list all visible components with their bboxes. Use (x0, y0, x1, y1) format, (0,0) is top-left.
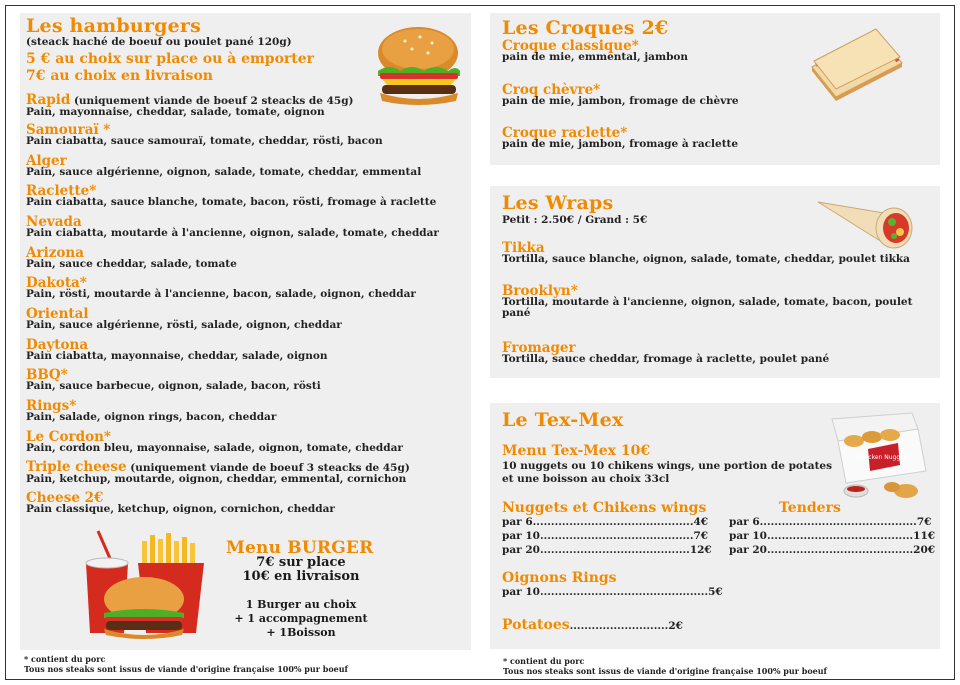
burger-item (26, 215, 456, 239)
burger-name: Le Cordon (26, 429, 104, 445)
wrap-name: Brooklyn (502, 283, 571, 299)
burger-desc: Pain ciabatta, sauce blanche, tomate, bacon, rösti, fromage à raclette (26, 196, 437, 208)
burger-item (26, 93, 456, 118)
menu-burger-price-delivery: 10€ en livraison (242, 569, 360, 584)
burger-desc: Pain, mayonnaise, cheddar, salade, tomate, oignon (26, 106, 325, 118)
burger-name: Daytona (26, 337, 89, 353)
wrap-name: Tikka (502, 240, 545, 256)
burger-item (26, 430, 456, 454)
tenders-price-row: par 20........................................20€ (729, 544, 936, 556)
croque-desc: pain de mie, jambon, fromage à raclette (502, 138, 739, 150)
burger-name: Dakota (26, 275, 80, 291)
burger-desc: Pain, cordon bleu, mayonnaise, salade, oignon, tomate, cheddar (26, 442, 403, 454)
menu-burger-content-1: 1 Burger au choix (245, 598, 357, 611)
wraps-sizes: Petit : 2.50€ / Grand : 5€ (502, 214, 648, 226)
wraps-title: Les Wraps (502, 192, 614, 214)
burger-desc: Pain ciabatta, sauce samouraï, tomate, cheddar, rösti, bacon (26, 135, 383, 147)
burger-name: Arizona (26, 245, 84, 261)
menu-burger-content-2: + 1 accompagnement (234, 612, 368, 625)
menu-burger-title: Menu BURGER (226, 538, 374, 558)
texmex-menu-title: Menu Tex-Mex 10€ (502, 443, 651, 459)
burger-name: Triple cheese (26, 459, 127, 475)
pork-star: * (79, 275, 87, 291)
pork-star: * (631, 38, 639, 54)
burger-name: Rapid (26, 92, 71, 108)
burger-desc: Pain, rösti, moutarde à l'ancienne, bacon, salade, oignon, cheddar (26, 288, 416, 300)
hamburgers-price-1: 5 € au choix sur place ou à emporter (26, 51, 315, 67)
rings-price-row: par 10..............................................5€ (502, 586, 723, 598)
burger-note: (uniquement viande de boeuf 3 steacks de 45g) (126, 462, 410, 474)
pork-star: * (69, 398, 77, 414)
burger-item (26, 307, 456, 331)
pork-star: * (60, 367, 68, 383)
burger-item (26, 399, 456, 423)
wraps-panel (490, 186, 940, 378)
croque-item (502, 126, 932, 150)
croque-name: Croque raclette (502, 125, 621, 141)
menu-burger-image (80, 523, 220, 643)
hamburgers-subtitle: (steack haché de boeuf ou poulet pané 120g) (26, 36, 292, 48)
tenders-price-row: par 6...........................................7€ (729, 516, 932, 528)
croque-name: Croq chèvre (502, 82, 594, 98)
croques-title: Les Croques 2€ (502, 17, 669, 39)
pork-star: * (593, 82, 601, 98)
croques-panel (490, 13, 940, 165)
pork-star: * (103, 429, 111, 445)
nuggets-price-row: par 10..........................................7€ (502, 530, 709, 542)
wrap-item (502, 341, 932, 365)
hamburgers-title: Les hamburgers (26, 15, 201, 37)
burger-name: Samouraï (26, 122, 99, 138)
burger-name: Cheese 2€ (26, 490, 104, 506)
burger-item (26, 184, 456, 208)
wrap-desc: Tortilla, sauce blanche, oignon, salade, tomate, cheddar, poulet tikka (502, 253, 910, 265)
burger-item (26, 491, 456, 515)
nuggets-price-row: par 6............................................4€ (502, 516, 709, 528)
nuggets-box-image (828, 411, 932, 503)
burger-desc: Pain, sauce algérienne, oignon, salade, tomate, cheddar, emmental (26, 166, 422, 178)
burger-desc: Pain, sauce algérienne, rösti, salade, oignon, cheddar (26, 319, 342, 331)
burger-name: Nevada (26, 214, 82, 230)
burger-desc: Pain ciabatta, mayonnaise, cheddar, salade, oignon (26, 350, 328, 362)
burger-name: Rings (26, 398, 70, 414)
burger-note: (uniquement viande de boeuf 2 steacks de 45g) (70, 95, 354, 107)
burger-item (26, 460, 456, 485)
texmex-panel (490, 403, 940, 649)
croque-desc: pain de mie, jambon, fromage de chèvre (502, 95, 739, 107)
wrap-desc: Tortilla, sauce cheddar, fromage à raclette, poulet pané (502, 353, 830, 365)
burger-item (26, 368, 456, 392)
menu-burger-content-3: + 1Boisson (266, 626, 336, 639)
burger-item (26, 154, 456, 178)
footnote-pork-left: * contient du porc (24, 654, 106, 664)
hamburgers-price-2: 7€ au choix en livraison (26, 68, 213, 84)
burger-name: Raclette (26, 183, 90, 199)
burger-desc: Pain, salade, oignon rings, bacon, cheddar (26, 411, 277, 423)
footnote-beef-right: Tous nos steaks sont issus de viande d'origine française 100% pur boeuf (503, 666, 827, 676)
potatoes-price: ...........................2€ (569, 620, 683, 632)
burger-item (26, 123, 456, 147)
burger-name: Oriental (26, 306, 89, 322)
rings-title: Oignons Rings (502, 570, 617, 586)
burger-item (26, 246, 456, 270)
hamburgers-panel (20, 13, 471, 650)
wrap-desc: Tortilla, moutarde à l'ancienne, oignon, salade, tomate, bacon, poulet (502, 296, 913, 308)
burger-desc: Pain, sauce cheddar, salade, tomate (26, 258, 237, 270)
wrap-item (502, 284, 932, 319)
croque-name: Croque classique (502, 38, 632, 54)
footnote-pork-right: * contient du porc (503, 656, 585, 666)
burger-name: Alger (26, 153, 67, 169)
sandwich-image (806, 27, 906, 103)
burger-desc: Pain ciabatta, moutarde à l'ancienne, oignon, salade, tomate, cheddar (26, 227, 439, 239)
pork-star: * (89, 183, 97, 199)
texmex-menu-desc-1: 10 nuggets ou 10 chikens wings, une portion de potates (502, 460, 833, 472)
texmex-title: Le Tex-Mex (502, 409, 624, 431)
texmex-menu-desc-2: et une boisson au choix 33cl (502, 473, 670, 485)
wrap-desc-cont: pané (502, 307, 531, 319)
tenders-price-row: par 10........................................11€ (729, 530, 936, 542)
burger-name: BBQ (26, 367, 61, 383)
pork-star: * (98, 122, 111, 138)
wrap-image (812, 192, 920, 254)
nuggets-title: Nuggets et Chikens wings (502, 500, 707, 516)
croque-desc: pain de mie, emmental, jambon (502, 51, 689, 63)
potatoes-row (502, 614, 683, 633)
nuggets-price-row: par 20.........................................12€ (502, 544, 712, 556)
burger-desc: Pain classique, ketchup, oignon, cornichon, cheddar (26, 503, 335, 515)
tenders-title: Tenders (779, 500, 841, 516)
burger-desc: Pain, ketchup, moutarde, oignon, cheddar, emmental, cornichon (26, 473, 407, 485)
pork-star: * (620, 125, 628, 141)
burger-item (26, 338, 456, 362)
nuggets-box-label: Chicken Nuggets (858, 454, 910, 461)
wrap-name: Fromager (502, 340, 576, 356)
footnote-beef-left: Tous nos steaks sont issus de viande d'origine française 100% pur boeuf (24, 664, 348, 674)
burger-item (26, 276, 456, 300)
menu-burger-price-onsite: 7€ sur place (256, 555, 346, 570)
potatoes-label: Potatoes (502, 617, 570, 633)
pork-star: * (570, 283, 578, 299)
burger-desc: Pain, sauce barbecue, oignon, salade, bacon, rösti (26, 380, 321, 392)
